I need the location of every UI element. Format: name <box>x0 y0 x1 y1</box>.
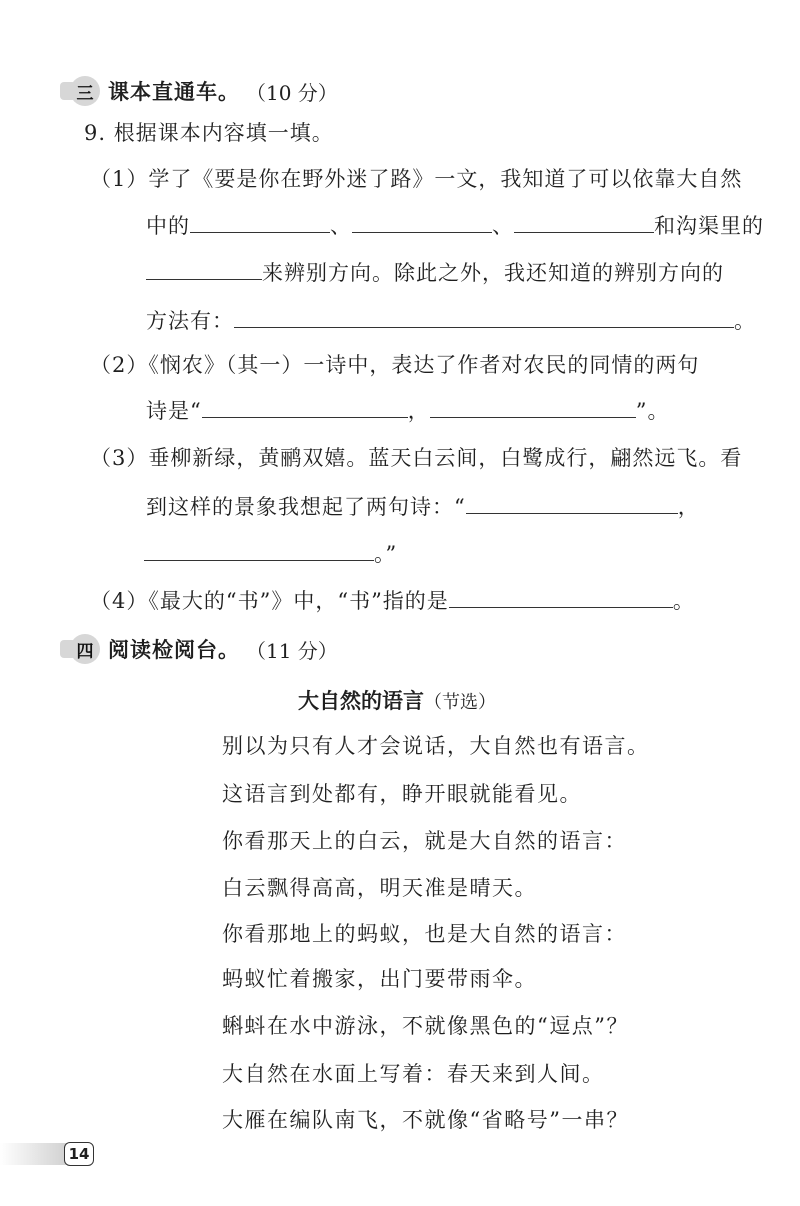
q9-p1-line1: （1）学了《要是你在野外迷了路》一文，我知道了可以依靠大自然 <box>90 167 743 191</box>
section-3-score: （10 分） <box>246 80 338 105</box>
section-3-header <box>70 76 338 106</box>
poem-line: 大自然在水面上写着：春天来到人间。 <box>222 1062 605 1086</box>
q9-p3-line2: 到这样的景象我想起了两句诗：“ ， <box>146 491 700 522</box>
blank-1c[interactable] <box>514 210 654 233</box>
q9-p2-line1: （2）《悯农》（其一）一诗中，表达了作者对农民的同情的两句 <box>90 353 700 377</box>
q9-p4-line1: （4）《最大的“书”》中，“书”指的是 。 <box>90 585 695 616</box>
section-3-badge: 三 <box>70 76 100 106</box>
page-number: 14 <box>64 1142 94 1166</box>
poem-line: 你看那天上的白云，就是大自然的语言： <box>222 829 627 853</box>
q9-p1-line4: 方法有： 。 <box>146 305 756 336</box>
blank-1d[interactable] <box>146 257 262 280</box>
poem-title: 大自然的语言 <box>298 689 424 713</box>
q9-p1-line2: 中的 、 、 和沟渠里的 <box>146 210 764 241</box>
section-3-title: 课本直通车。 <box>108 80 240 104</box>
q9-p1-line3: 来辨别方向。除此之外，我还知道的辨别方向的 <box>146 257 724 288</box>
poem-line: 蚂蚁忙着搬家，出门要带雨伞。 <box>222 967 537 991</box>
poem-line: 别以为只有人才会说话，大自然也有语言。 <box>222 734 650 758</box>
section-4-badge: 四 <box>70 634 100 664</box>
blank-2a[interactable] <box>202 395 408 418</box>
blank-1b[interactable] <box>352 210 492 233</box>
blank-4a[interactable] <box>449 585 673 608</box>
section-4-score: （11 分） <box>246 638 338 663</box>
blank-2b[interactable] <box>430 395 636 418</box>
q9-p3-line3: 。” <box>144 538 397 569</box>
poem-heading <box>298 685 496 715</box>
question-9-title: 9. 根据课本内容填一填。 <box>84 121 334 145</box>
poem-line: 这语言到处都有，睁开眼就能看见。 <box>222 782 582 806</box>
poem-subtitle: （节选） <box>424 692 496 713</box>
blank-3b[interactable] <box>144 538 374 561</box>
poem-line: 蝌蚪在水中游泳，不就像黑色的“逗点”？ <box>222 1014 629 1038</box>
blank-1a[interactable] <box>190 210 330 233</box>
poem-line: 大雁在编队南飞，不就像“省略号”一串？ <box>222 1108 629 1132</box>
blank-1e[interactable] <box>234 305 734 328</box>
poem-line: 白云飘得高高，明天准是晴天。 <box>222 876 537 900</box>
q9-p3-line1: （3）垂柳新绿，黄鹂双嬉。蓝天白云间，白鹭成行，翩然远飞。看 <box>90 446 743 470</box>
section-4-header <box>70 634 338 664</box>
section-4-title: 阅读检阅台。 <box>108 638 240 662</box>
q9-p2-line2: 诗是“ ， ”。 <box>146 395 670 426</box>
poem-line: 你看那地上的蚂蚁，也是大自然的语言： <box>222 922 627 946</box>
blank-3a[interactable] <box>466 491 678 514</box>
footer-bar <box>0 1143 70 1165</box>
